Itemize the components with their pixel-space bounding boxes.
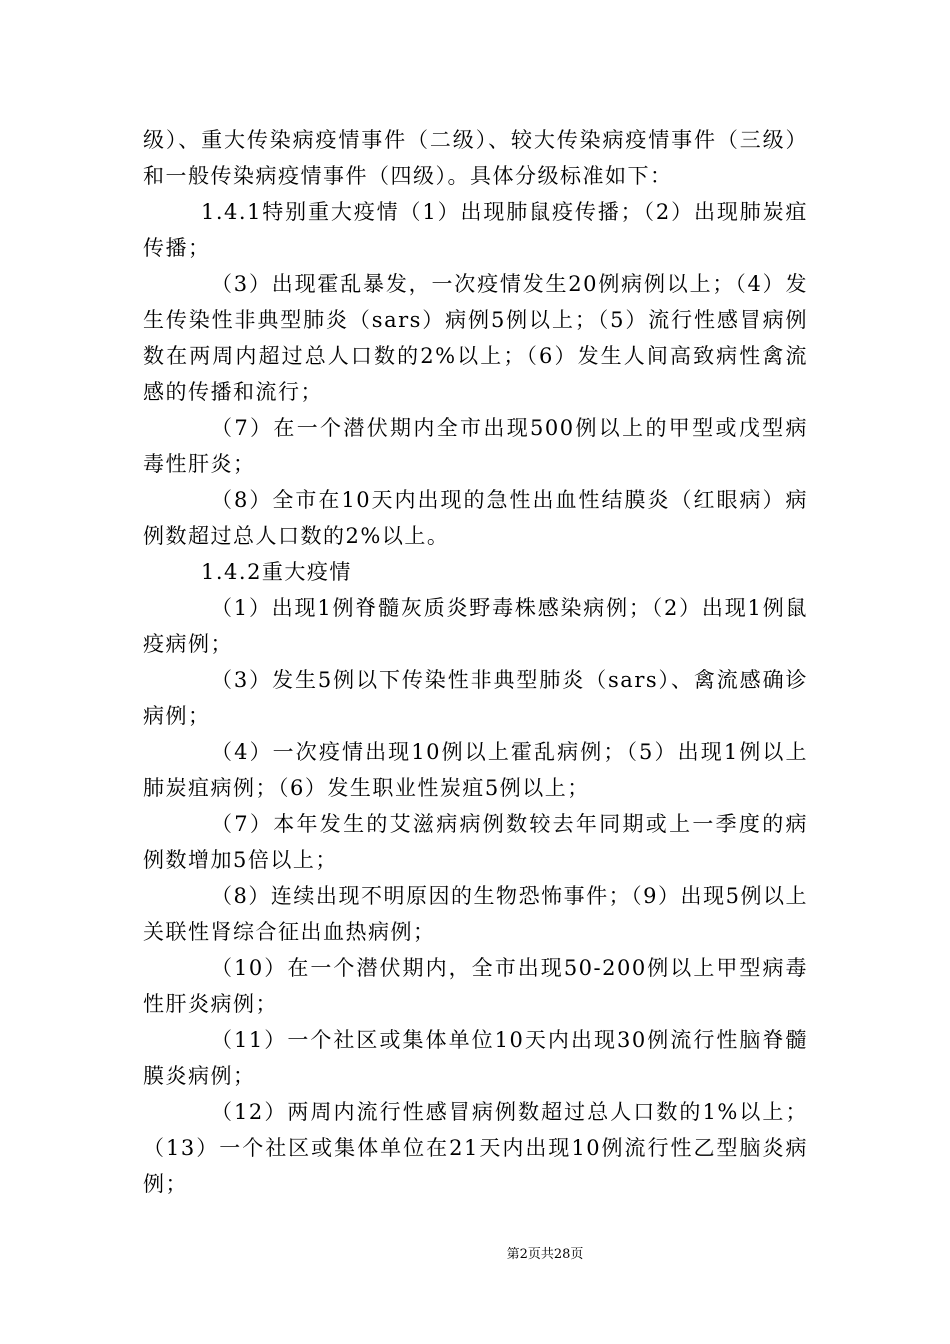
document-body xyxy=(143,122,808,1202)
paragraph-major-item-11: （11）一个社区或集体单位10天内出现30例流行性脑脊髓膜炎病例； xyxy=(143,1028,808,1088)
paragraph-major-item-7: （7）本年发生的艾滋病病例数较去年同期或上一季度的病例数增加5倍以上； xyxy=(143,812,808,872)
paragraph-major-item-8: （8）连续出现不明原因的生物恐怖事件；（9）出现5例以上关联性肾综合征出血热病例； xyxy=(143,884,808,944)
paragraph-item-8-conjunctivitis: （8）全市在10天内出现的急性出血性结膜炎（红眼病）病例数超过总人口数的2%以上。 xyxy=(143,488,808,548)
paragraph-major-item-4: （4）一次疫情出现10例以上霍乱病例；（5）出现1例以上肺炭疽病例；（6）发生职业性炭疽5例以上； xyxy=(143,740,808,800)
section-heading-1-4-2: 1.4.2重大疫情 xyxy=(201,560,352,584)
paragraph-major-item-12: （12）两周内流行性感冒病例数超过总人口数的1%以上；（13）一个社区或集体单位在21天内出现10例流行性乙型脑炎病例； xyxy=(143,1100,808,1196)
paragraph-major-item-10: （10）在一个潜伏期内，全市出现50-200例以上甲型病毒性肝炎病例； xyxy=(143,956,808,1016)
page-number-text: 第2页共28页 xyxy=(506,1247,584,1262)
paragraph-item-7-hepatitis: （7）在一个潜伏期内全市出现500例以上的甲型或戊型病毒性肝炎； xyxy=(143,416,808,476)
paragraph-item-3-cholera: （3）出现霍乱暴发，一次疫情发生20例病例以上；（4）发生传染性非典型肺炎（sars）病例5例以上；（5）流行性感冒病例数在两周内超过总人口数的2%以上；（6）发生人间高致病性禽流感的传播和流行； xyxy=(143,272,808,404)
paragraph-major-item-1: （1）出现1例脊髓灰质炎野毒株感染病例；（2）出现1例鼠疫病例； xyxy=(143,596,808,656)
page-number-footer xyxy=(0,1246,950,1264)
paragraph-1-4-1: 1.4.1特别重大疫情（1）出现肺鼠疫传播；（2）出现肺炭疽传播； xyxy=(143,200,808,260)
paragraph-major-item-3: （3）发生5例以下传染性非典型肺炎（sars）、禽流感确诊病例； xyxy=(143,668,808,728)
paragraph-grading-levels: 级）、重大传染病疫情事件（二级）、较大传染病疫情事件（三级）和一般传染病疫情事件（四级）。具体分级标准如下： xyxy=(143,128,808,188)
